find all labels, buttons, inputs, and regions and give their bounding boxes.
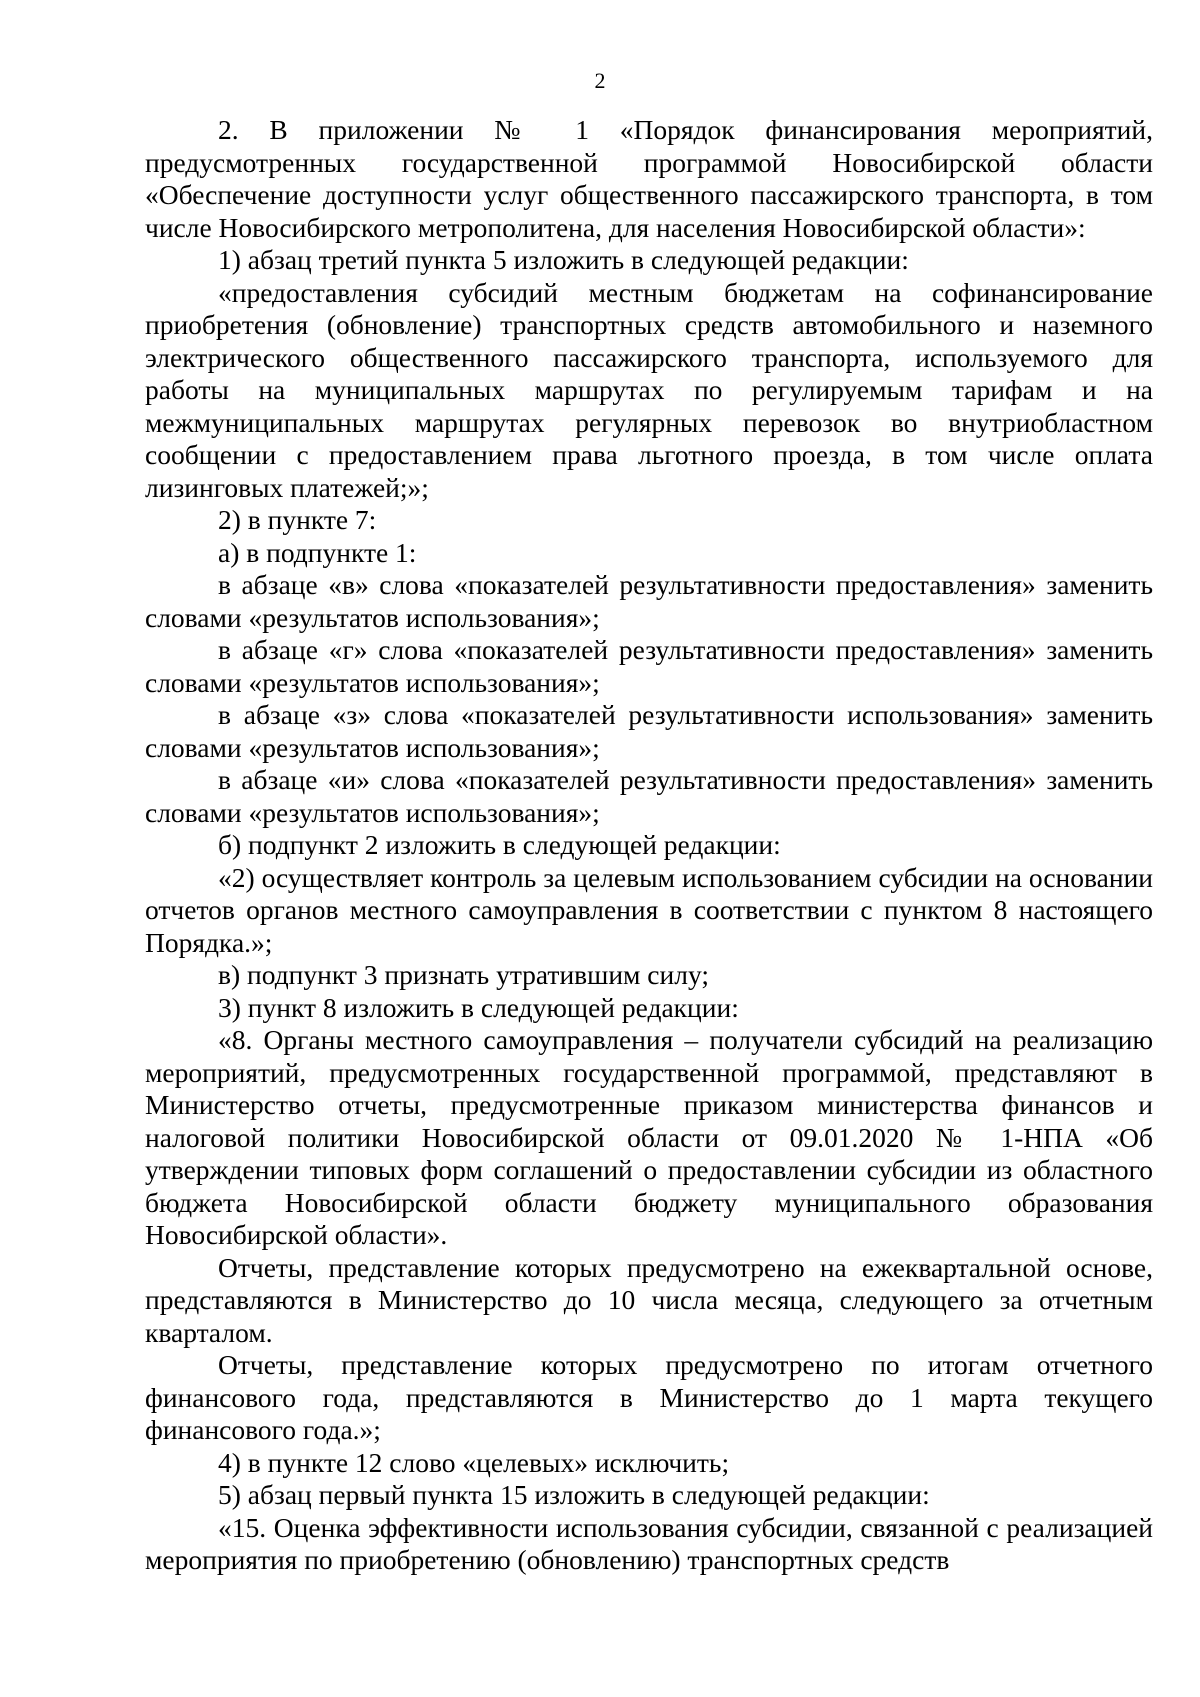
- paragraph-item-3: 3) пункт 8 изложить в следующей редакции:: [218, 991, 739, 1023]
- paragraph-item-4: 4) в пункте 12 слово «целевых» исключить;: [218, 1446, 730, 1478]
- paragraph-subitem-b: б) подпункт 2 изложить в следующей редакции:: [218, 829, 781, 860]
- paragraph-subitem-a: а) в подпункте 1:: [218, 536, 417, 568]
- paragraph-reports-quarterly: Отчеты, представление которых предусмотрено на ежеквартальной основе, представляются в Министерство до 10 числа месяца, следующего за отчетным кварталом.: [145, 1251, 1153, 1348]
- paragraph-item-1-text: «предоставления субсидий местным бюджетам на софинансирование приобретения (обновление) транспортных средств автомобильного и наземного электрического общественного пассажирского транспорта, используемого для работы на муниципальных маршрутах по регулируемым тарифам и на межмуниципальных маршрутах регулярных перевозок во внутриобластном сообщении с предоставлением права льготного проезда, в том числе оплата лизинговых платежей;»;: [145, 276, 1153, 503]
- paragraph-item-5-text: «15. Оценка эффективности использования субсидии, связанной с реализацией мероприятия по приобретению (обновлению) транспортных средств: [145, 1511, 1153, 1575]
- paragraph-reports-annual: Отчеты, представление которых предусмотрено по итогам отчетного финансового года, представляются в Министерство до 1 марта текущего финансового года.»;: [145, 1349, 1153, 1445]
- paragraph-appendix-intro: 2. В приложении № 1 «Порядок финансирования мероприятий, предусмотренных государственной программой Новосибирской области «Обеспечение доступности услуг общественного пассажирского транспорта, в том числе Новосибирского метрополитена, для населения Новосибирской области»:: [145, 114, 1153, 243]
- paragraph-abzac-g: в абзаце «г» слова «показателей результативности предоставления» заменить словами «результатов использования»;: [145, 634, 1153, 698]
- paragraph-subitem-b-text: «2) осуществляет контроль за целевым использованием субсидии на основании отчетов органов местного самоуправления в соответствии с пунктом 8 настоящего Порядка.»;: [145, 861, 1153, 958]
- page-number: 2: [594, 68, 606, 93]
- paragraph-item-2: 2) в пункте 7:: [218, 504, 377, 535]
- paragraph-item-1: 1) абзац третий пункта 5 изложить в следующей редакции:: [218, 244, 909, 275]
- paragraph-item-5: 5) абзац первый пункта 15 изложить в следующей редакции:: [218, 1479, 930, 1510]
- document-body: [145, 114, 1153, 1577]
- paragraph-abzac-v: в абзаце «в» слова «показателей результативности предоставления» заменить словами «результатов использования»;: [145, 569, 1153, 633]
- paragraph-item-3-text: «8. Органы местного самоуправления – получатели субсидий на реализацию мероприятий, предусмотренных государственной программой, представляют в Министерство отчеты, предусмотренные приказом министерства финансов и налоговой политики Новосибирской области от 09.01.2020 № 1-НПА «Об утверждении типовых форм соглашений о предоставлении субсидии из областного бюджета Новосибирской области бюджету муниципального образования Новосибирской области».: [145, 1024, 1153, 1250]
- paragraph-subitem-v: в) подпункт 3 признать утратившим силу;: [218, 959, 709, 990]
- paragraph-abzac-i: в абзаце «и» слова «показателей результативности предоставления» заменить словами «результатов использования»;: [145, 764, 1153, 828]
- paragraph-abzac-z: в абзаце «з» слова «показателей результативности использования» заменить словами «результатов использования»;: [145, 699, 1153, 763]
